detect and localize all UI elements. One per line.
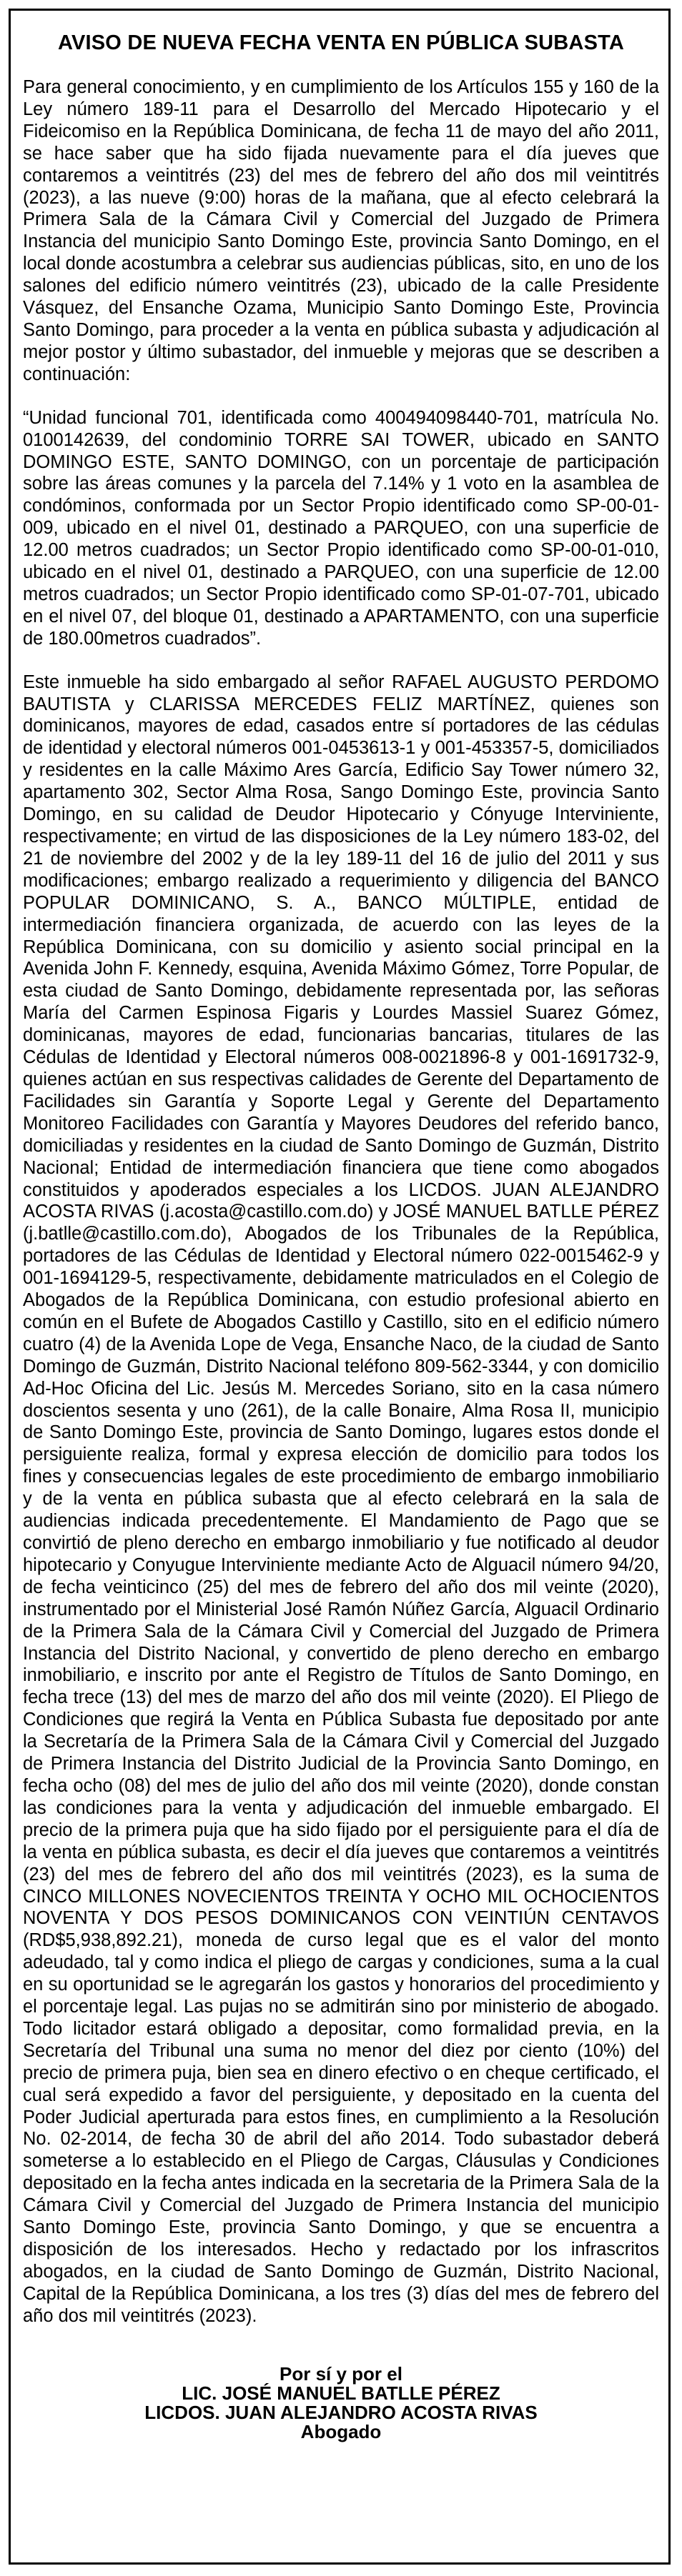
notice-body (23, 31, 659, 2442)
notice-title: AVISO DE NUEVA FECHA VENTA EN PÚBLICA SUBASTA (57, 31, 625, 54)
property-description-paragraph: “Unidad funcional 701, identificada como 400494098440-701, matrícula No. 0100142639, del condominio TORRE SAI TOWER, ubicado en SANTO DOMINGO ESTE, SANTO DOMINGO, con un porcentaje de participación sobre las áreas comunes y la parcela del 7.14% y 1 voto en la asamblea de condóminos, conformada por un Sector Propio identificado como SP-00-01-009, ubicado en el nivel 01, destinado a PARQUEO, con una superficie de 12.00 metros cuadrados; un Sector Propio identificado como SP-00-01-010, ubicado en el nivel 01, destinado a PARQUEO, con una superficie de 12.00 metros cuadrados; un Sector Propio identificado como SP-01-07-701, ubicado en el nivel 07, del bloque 01, destinado a APARTAMENTO, con una superficie de 180.00metros cuadrados”. (23, 407, 659, 649)
signature-line-intro: Por sí y por el (280, 2362, 402, 2385)
signature-role: Abogado (300, 2420, 382, 2442)
signature-lawyer-2: LICDOS. JUAN ALEJANDRO ACOSTA RIVAS (144, 2401, 538, 2423)
seizure-details-paragraph: Este inmueble ha sido embargado al señor RAFAEL AUGUSTO PERDOMO BAUTISTA y CLARISSA MERCEDES FELIZ MARTÍNEZ, quienes son dominicanos, mayores de edad, casados entre sí portadores de las cédulas de identidad y electoral números 001-0453613-1 y 001-453357-5, domiciliados y residentes en la calle Máximo Ares García, Edificio Say Tower número 32, apartamento 302, Sector Alma Rosa, Sango Domingo Este, provincia Santo Domingo, en su calidad de Deudor Hipotecario y Cónyuge Interviniente, respectivamente; en virtud de las disposiciones de la Ley número 183-02, del 21 de noviembre del 2002 y de la ley 189-11 del 16 de julio del 2011 y sus modificaciones; embargo realizado a requerimiento y diligencia del BANCO POPULAR DOMINICANO, S. A., BANCO MÚLTIPLE, entidad de intermediación financiera organizada, de acuerdo con las leyes de la República Dominicana, con su domicilio y asiento social principal en la Avenida John F. Kennedy, esquina, Avenida Máximo Gómez, Torre Popular, de esta ciudad de Santo Domingo, debidamente representada por, las señoras María del Carmen Espinosa Figaris y Lourdes Massiel Suarez Gómez, dominicanas, mayores de edad, funcionarias bancarias, titulares de las Cédulas de Identidad y Electoral números 008-0021896-8 y 001-1691732-9, quienes actúan en sus respectivas calidades de Gerente del Departamento de Facilidades sin Garantía y Soporte Legal y Gerente del Departamento Monitoreo Facilidades con Garantía y Mayores Deudores del referido banco, domiciliadas y residentes en la ciudad de Santo Domingo de Guzmán, Distrito Nacional; Entidad de intermediación financiera que tiene como abogados constituidos y apoderados especiales a los LICDOS. JUAN ALEJANDRO ACOSTA RIVAS (j.acosta@castillo.com.do) y JOSÉ MANUEL BATLLE PÉREZ (j.batlle@castillo.com.do), Abogados de los Tribunales de la República, portadores de las Cédulas de Identidad y Electoral número 022-0015462-9 y 001-1694129-5, respectivamente, debidamente matriculados en el Colegio de Abogados de la República Dominicana, con estudio profesional abierto en común en el Bufete de Abogados Castillo y Castillo, sito en el edificio número cuatro (4) de la Avenida Lope de Vega, Ensanche Naco, de la ciudad de Santo Domingo de Guzmán, Distrito Nacional teléfono 809-562-3344, y con domicilio Ad-Hoc Oficina del Lic. Jesús M. Mercedes Soriano, sito en la casa número doscientos sesenta y uno (261), de la calle Bonaire, Alma Rosa II, municipio de Santo Domingo Este, provincia de Santo Domingo, lugares estos donde el persiguiente realiza, formal y expresa elección de domicilio para todos los fines y consecuencias legales de este procedimiento de embargo inmobiliario y de la venta en pública subasta que al efecto celebrará en la sala de audiencias indicada precedentemente. El Mandamiento de Pago que se convirtió de pleno derecho en embargo inmobiliario y fue notificado al deudor hipotecario y Conyugue Interviniente mediante Acto de Alguacil número 94/20, de fecha veinticinco (25) del mes de febrero del año dos mil veinte (2020), instrumentado por el Ministerial José Ramón Núñez García, Alguacil Ordinario de la Primera Sala de la Cámara Civil y Comercial del Juzgado de Primera Instancia del Distrito Nacional, y convertido de pleno derecho en embargo inmobiliario, e inscrito por ante el Registro de Títulos de Santo Domingo, en fecha trece (13) del mes de marzo del año dos mil veinte (2020). El Pliego de Condiciones que regirá la Venta en Pública Subasta fue depositado por ante la Secretaría de la Primera Sala de la Cámara Civil y Comercial del Juzgado de Primera Instancia del Distrito Judicial de la Provincia Santo Domingo, en fecha ocho (08) del mes de julio del año dos mil veinte (2020), donde constan las condiciones para la venta y adjudicación del inmueble embargado. El precio de la primera puja que ha sido fijado por el persiguiente para el día de la venta en pública subasta, es decir el día jueves que contaremos a veintitrés (23) del mes de febrero del año dos mil veintitrés (2023), es la suma de CINCO MILLONES NOVECIENTOS TREINTA Y OCHO MIL OCHOCIENTOS NOVENTA Y DOS PESOS DOMINICANOS CON VEINTIÚN CENTAVOS (RD$5,938,892.21), moneda de curso legal que es el valor del monto adeudado, tal y como indica el pliego de cargas y condiciones, suma a la cual en su oportunidad se le agregarán los gastos y honorarios del procedimiento y el porcentaje legal. Las pujas no se admitirán sino por ministerio de abogado. Todo licitador estará obligado a depositar, como formalidad previa, en la Secretaría del Tribunal una suma no menor del diez por ciento (10%) del precio de primera puja, bien sea en dinero efectivo o en cheque certificado, el cual será expedido a favor del persiguiente, y depositado en la cuenta del Poder Judicial aperturada para estos fines, en cumplimiento a la Resolución No. 02-2014, de fecha 30 de abril del año 2014. Todo subastador deberá someterse a lo establecido en el Pliego de Cargas, Cláusulas y Condiciones depositado en la fecha antes indicada en la secretaria de la Primera Sala de la Cámara Civil y Comercial del Juzgado de Primera Instancia del municipio Santo Domingo Este, provincia Santo Domingo, y que se encuentra a disposición de los interesados. Hecho y redactado por los infrascritos abogados, en la ciudad de Santo Domingo de Guzmán, Distrito Nacional, Capital de la República Dominicana, a los tres (3) días del mes de febrero del año dos mil veintitrés (2023). (23, 672, 659, 2326)
signature-lawyer-1: LIC. JOSÉ MANUEL BATLLE PÉREZ (182, 2382, 500, 2404)
intro-paragraph: Para general conocimiento, y en cumplimiento de los Artículos 155 y 160 de la Ley número 189-11 para el Desarrollo del Mercado Hipotecario y el Fideicomiso en la República Dominicana, de fecha 11 de mayo del año 2011, se hace saber que ha sido fijada nuevamente para el día jueves que contaremos a veintitrés (23) del mes de febrero del año dos mil veintitrés (2023), a las nueve (9:00) horas de la mañana, que al efecto celebrará la Primera Sala de la Cámara Civil y Comercial del Juzgado de Primera Instancia del municipio Santo Domingo Este, provincia Santo Domingo, en el local donde acostumbra a celebrar sus audiencias públicas, sito, en uno de los salones del edificio número veintitrés (23), ubicado de la calle Presidente Vásquez, del Ensanche Ozama, Municipio Santo Domingo Este, Provincia Santo Domingo, para proceder a la venta en pública subasta y adjudicación al mejor postor y último subastador, del inmueble y mejoras que se describen a continuación: (23, 77, 659, 384)
signature-block (23, 2362, 659, 2442)
